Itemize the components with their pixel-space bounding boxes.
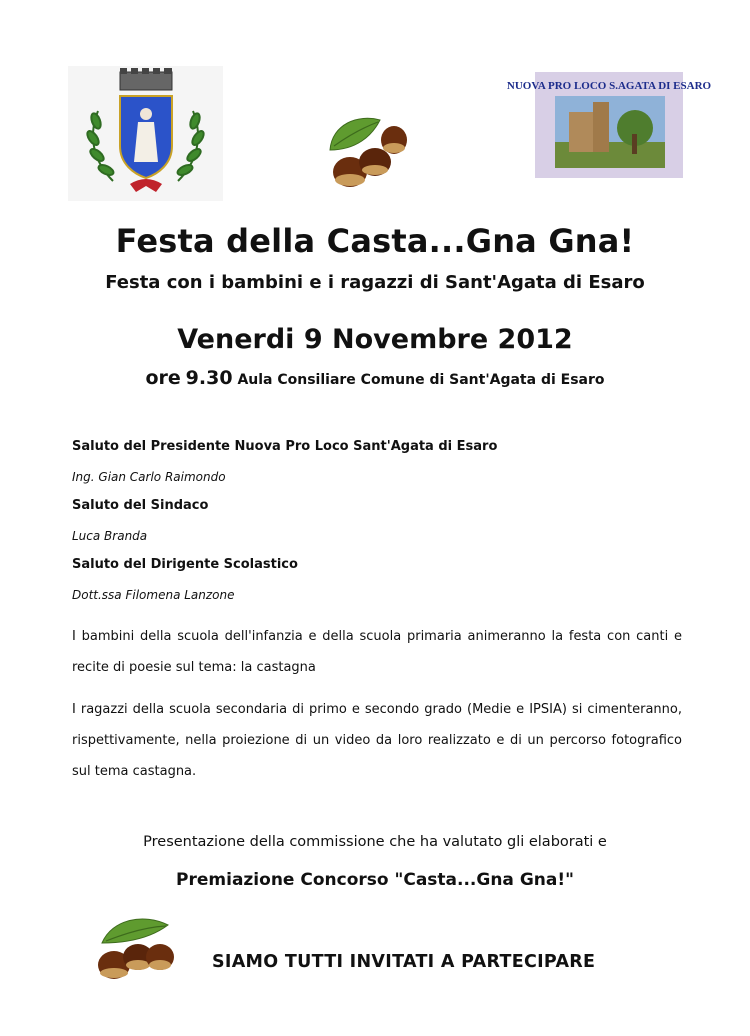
time-prefix: ore bbox=[145, 367, 181, 389]
proloco-banner-text: NUOVA PRO LOCO S.AGATA DI ESARO bbox=[506, 80, 712, 92]
paragraph-students: I ragazzi della scuola secondaria di primo e secondo grado (Medie e IPSIA) si cimenteranno, rispettivamente, nella proiezione di un video da loro realizzato e di un percorso fotografico sul tema castagna. bbox=[72, 702, 682, 779]
greeting-role: Saluto del Sindaco bbox=[72, 498, 209, 513]
commission-presentation: Presentazione della commissione che ha valutato gli elaborati e bbox=[143, 834, 607, 850]
event-date: Venerdi 9 Novembre 2012 bbox=[177, 324, 573, 355]
greeting-name: Ing. Gian Carlo Raimondo bbox=[72, 470, 226, 484]
page-title: Festa della Casta...Gna Gna! bbox=[115, 222, 635, 260]
event-time: 9.30 bbox=[185, 367, 233, 389]
coat-of-arms-logo bbox=[68, 66, 223, 201]
award-ceremony: Premiazione Concorso "Casta...Gna Gna!" bbox=[176, 870, 574, 890]
paragraph-children: I bambini della scuola dell'infanzia e della scuola primaria animeranno la festa con canti e recite di poesie sul tema: la castagna bbox=[72, 629, 682, 675]
proloco-logo bbox=[506, 72, 712, 178]
page-subtitle: Festa con i bambini e i ragazzi di Sant'Agata di Esaro bbox=[105, 272, 645, 293]
greeting-name: Luca Branda bbox=[72, 529, 148, 543]
chestnuts-image bbox=[320, 110, 412, 192]
chestnuts-bottom-image bbox=[94, 913, 186, 983]
event-time-venue bbox=[0, 367, 750, 389]
greeting-name: Dott.ssa Filomena Lanzone bbox=[72, 588, 235, 602]
greeting-role: Saluto del Dirigente Scolastico bbox=[72, 557, 298, 572]
event-venue: Aula Consiliare Comune di Sant'Agata di Esaro bbox=[237, 372, 605, 388]
greeting-role: Saluto del Presidente Nuova Pro Loco Sant'Agata di Esaro bbox=[72, 439, 498, 454]
invitation-text: SIAMO TUTTI INVITATI A PARTECIPARE bbox=[212, 952, 596, 972]
